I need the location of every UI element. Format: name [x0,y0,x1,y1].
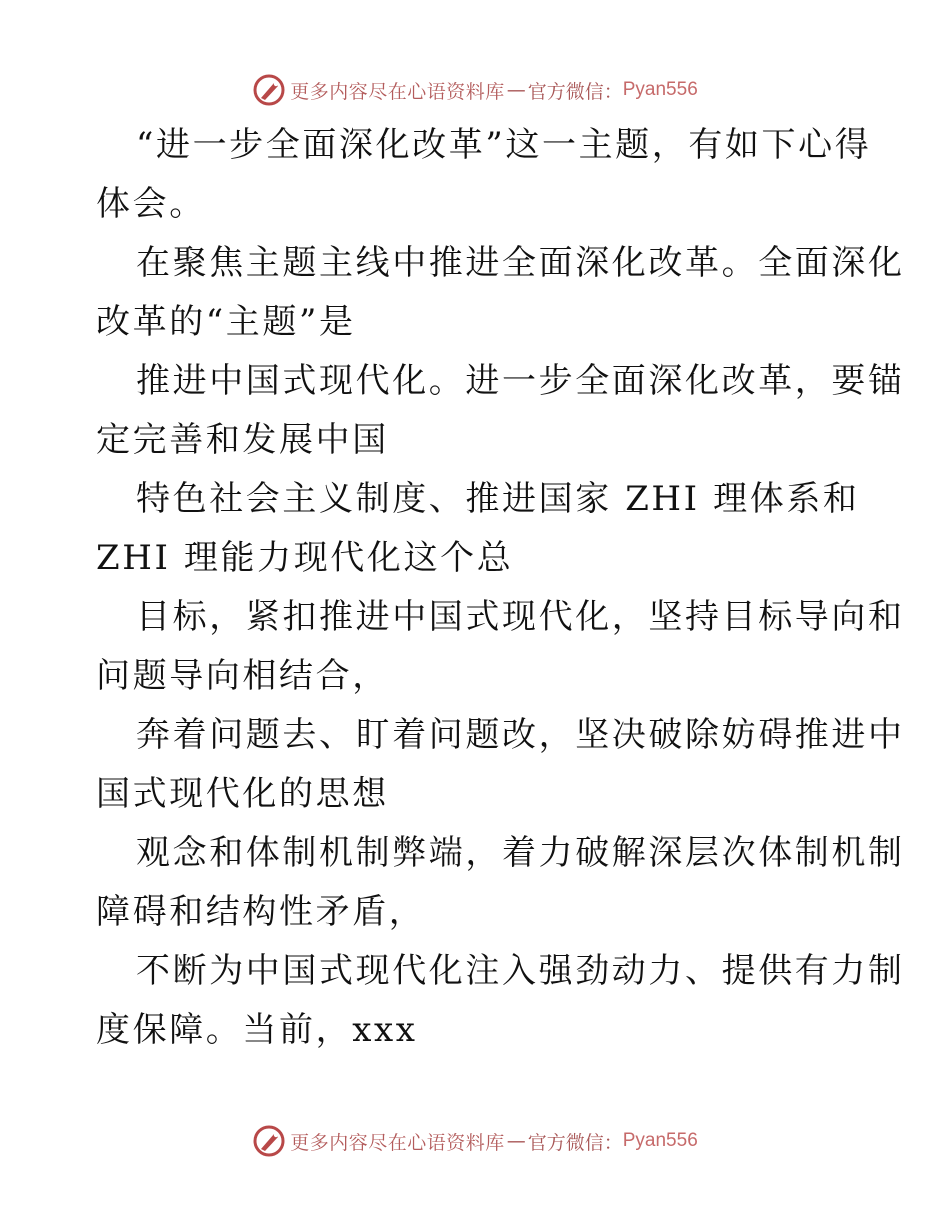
watermark-main-text: 更多内容尽在心语资料库 [290,80,505,103]
document-body [96,116,905,1060]
text-line: 不断为中国式现代化注入强劲动力、提供有力制 [136,951,905,991]
watermark-separator: — [506,1130,526,1152]
text-line: “进一步全面深化改革”这一主题，有如下心得 [136,125,872,165]
text-line: 问题导向相结合， [96,656,389,696]
pen-nib-logo-icon [252,73,286,107]
watermark-wechat-id: Pyan556 [622,1130,698,1151]
watermark-wechat-id: Pyan556 [622,79,698,100]
text-line: 体会。 [96,184,206,224]
text-line: 国式现代化的思想 [96,774,389,814]
text-line: 在聚焦主题主线中推进全面深化改革。全面深化 [136,243,905,283]
text-line: 奔着问题去、盯着问题改，坚决破除妨碍推进中 [136,715,905,755]
watermark-separator: — [506,79,526,101]
text-line: 目标，紧扣推进中国式现代化，坚持目标导向和 [136,597,905,637]
header-watermark [0,70,950,110]
text-line: 障碍和结构性矛盾， [96,892,426,932]
text-line: 定完善和发展中国 [96,420,389,460]
pen-nib-logo-icon [252,1124,286,1158]
text-line: 推进中国式现代化。进一步全面深化改革，要锚 [136,361,905,401]
footer-watermark [0,1121,950,1161]
text-line: 度保障。当前，xxx [96,1010,418,1050]
text-line: 改革的“主题”是 [96,302,356,342]
watermark-wechat-label: 官方微信： [527,80,623,103]
text-line: ZHI 理能力现代化这个总 [96,538,514,578]
text-line: 观念和体制机制弊端，着力破解深层次体制机制 [136,833,905,873]
text-line: 特色社会主义制度、推进国家 ZHI 理体系和 [136,479,860,519]
watermark-wechat-label: 官方微信： [527,1131,623,1154]
watermark-main-text: 更多内容尽在心语资料库 [290,1131,505,1154]
